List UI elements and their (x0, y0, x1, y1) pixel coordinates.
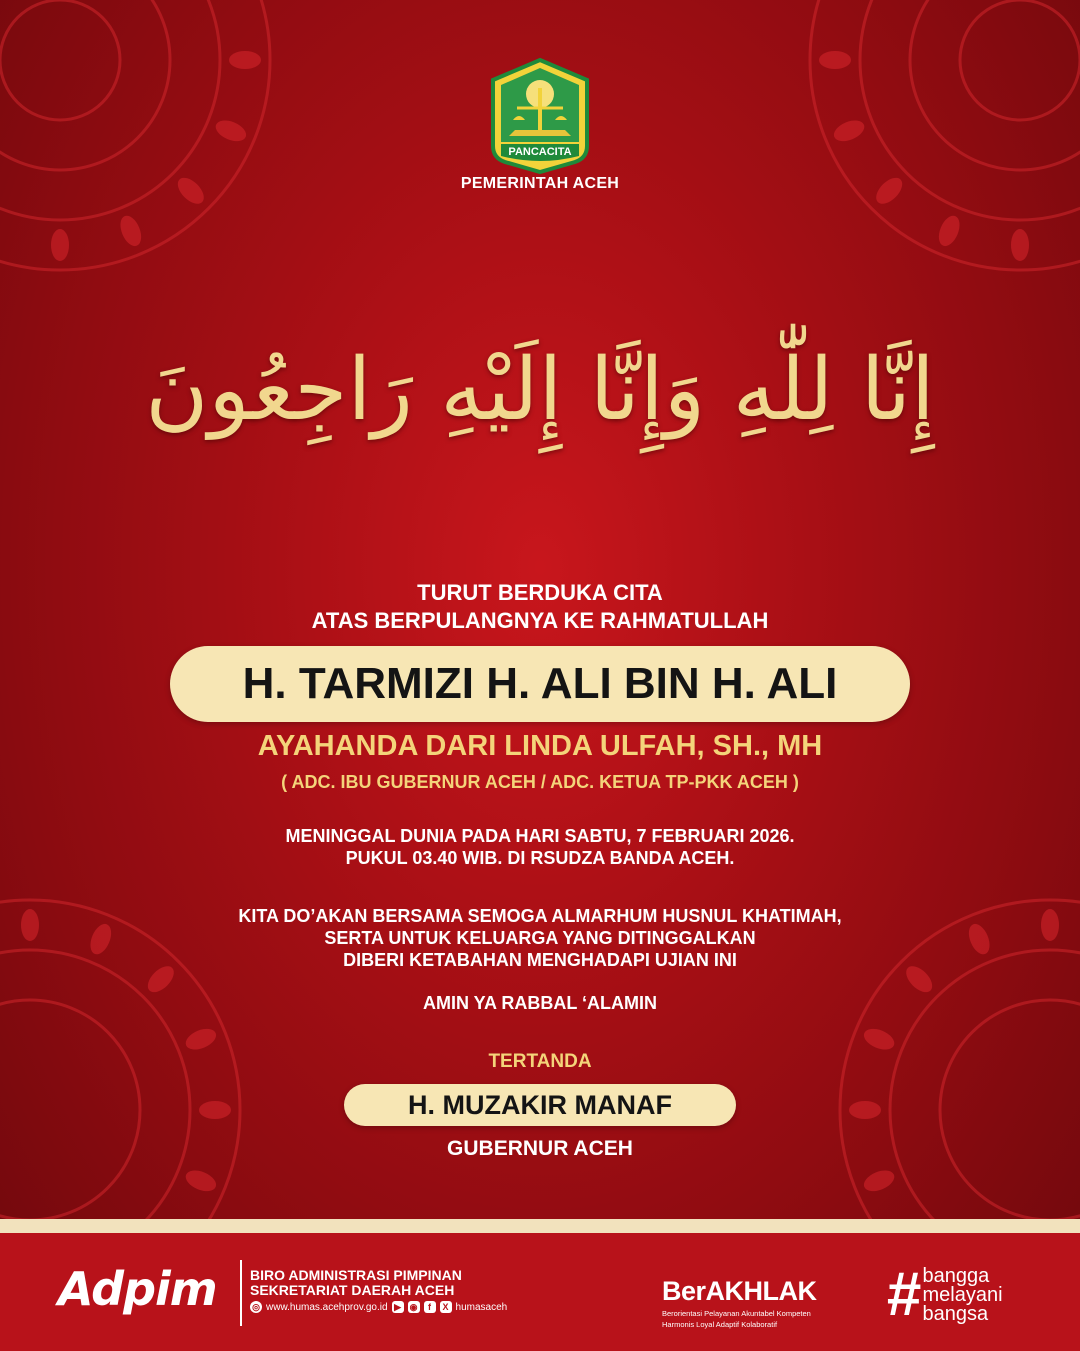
emblem-banner-text: PANCACITA (508, 146, 572, 158)
aceh-coat-of-arms-icon (487, 58, 593, 174)
calligraphy-text: إِنَّا لِلّٰهِ وَإِنَّا إِلَيْهِ رَاجِعُونَ (145, 340, 935, 440)
instagram-icon[interactable]: ◉ (408, 1301, 420, 1313)
social-links (250, 1301, 507, 1313)
prayer-line-3: DIBERI KETABAHAN MENGHADAPI UJIAN INI (343, 950, 737, 970)
deceased-name: H. TARMIZI H. ALI BIN H. ALI (170, 646, 910, 722)
biro-name (250, 1268, 462, 1298)
bangga-word-3: bangsa (922, 1302, 989, 1325)
adpim-logo: Adpim (58, 1262, 217, 1316)
ornament-petal (1011, 229, 1029, 261)
biro-line-1: BIRO ADMINISTRASI PIMPINAN (250, 1267, 462, 1283)
relation-detail: ( ADC. IBU GUBERNUR ACEH / ADC. KETUA TP-PKK ACEH ) (281, 772, 799, 792)
berakhlak-logo (662, 1276, 817, 1329)
website-link[interactable]: www.humas.acehprov.go.id (266, 1301, 388, 1313)
government-label: PEMERINTAH ACEH (460, 175, 620, 192)
ornament-petal (861, 1166, 897, 1195)
aceh-emblem (0, 58, 1080, 174)
death-info-line-1: MENINGGAL DUNIA PADA HARI SABTU, 7 FEBRUARI 2026. (285, 826, 795, 846)
x-icon[interactable]: X (440, 1301, 452, 1313)
youtube-icon[interactable]: ▶ (392, 1301, 404, 1313)
prayer-line-1: KITA DO’AKAN BERSAMA SEMOGA ALMARHUM HUSNUL KHATIMAH, (238, 906, 842, 926)
ornament-petal (831, 0, 867, 4)
hashtag-icon: # (886, 1260, 921, 1329)
globe-icon: ◎ (250, 1301, 262, 1313)
bangga-words (922, 1264, 1003, 1325)
ornament-petal (861, 1025, 897, 1054)
ornament-petal (213, 0, 249, 4)
ornament-petal (0, 213, 4, 249)
signer-title: GUBERNUR ACEH (447, 1137, 633, 1160)
ornament-petal (116, 213, 145, 249)
berakhlak-tagline-2: Harmonis Loyal Adaptif Kolaboratif (662, 1320, 778, 1329)
facebook-icon[interactable]: f (424, 1301, 436, 1313)
bangga-melayani-bangsa-logo (886, 1260, 1003, 1329)
ornament-petal (199, 1101, 231, 1119)
signer-name: H. MUZAKIR MANAF (344, 1084, 736, 1126)
bangga-word-1: bangga (922, 1264, 990, 1287)
berakhlak-brand: BerAKHLAK (662, 1276, 817, 1306)
bangga-word-2: melayani (922, 1283, 1003, 1306)
ornament-petal (935, 213, 964, 249)
death-info-line-2: PUKUL 03.40 WIB. DI RSUDZA BANDA ACEH. (345, 848, 735, 868)
prayer-line-2: SERTA UNTUK KELUARGA YANG DITINGGALKAN (324, 928, 756, 948)
condolence-line-2: ATAS BERPULANGNYA KE RAHMATULLAH (311, 608, 769, 633)
social-handle[interactable]: humasaceh (455, 1301, 508, 1313)
berakhlak-tagline-1: Berorientasi Pelayanan Akuntabel Kompeten (662, 1309, 811, 1318)
amin-text: AMIN YA RABBAL ‘ALAMIN (422, 993, 657, 1013)
footer-divider (0, 1219, 1080, 1233)
ornament-petal (849, 1101, 881, 1119)
signed-label: TERTANDA (488, 1051, 592, 1072)
ornament-petal (51, 229, 69, 261)
ornament-petal (183, 1166, 219, 1195)
ornament-petal (1076, 213, 1080, 249)
ornament-petal (183, 1025, 219, 1054)
footer-separator (240, 1260, 242, 1326)
biro-line-2: SEKRETARIAT DAERAH ACEH (250, 1282, 455, 1298)
arabic-calligraphy (145, 225, 935, 555)
relation-text: AYAHANDA DARI LINDA ULFAH, SH., MH (257, 730, 823, 762)
condolence-line-1: TURUT BERDUKA CITA (417, 580, 663, 605)
